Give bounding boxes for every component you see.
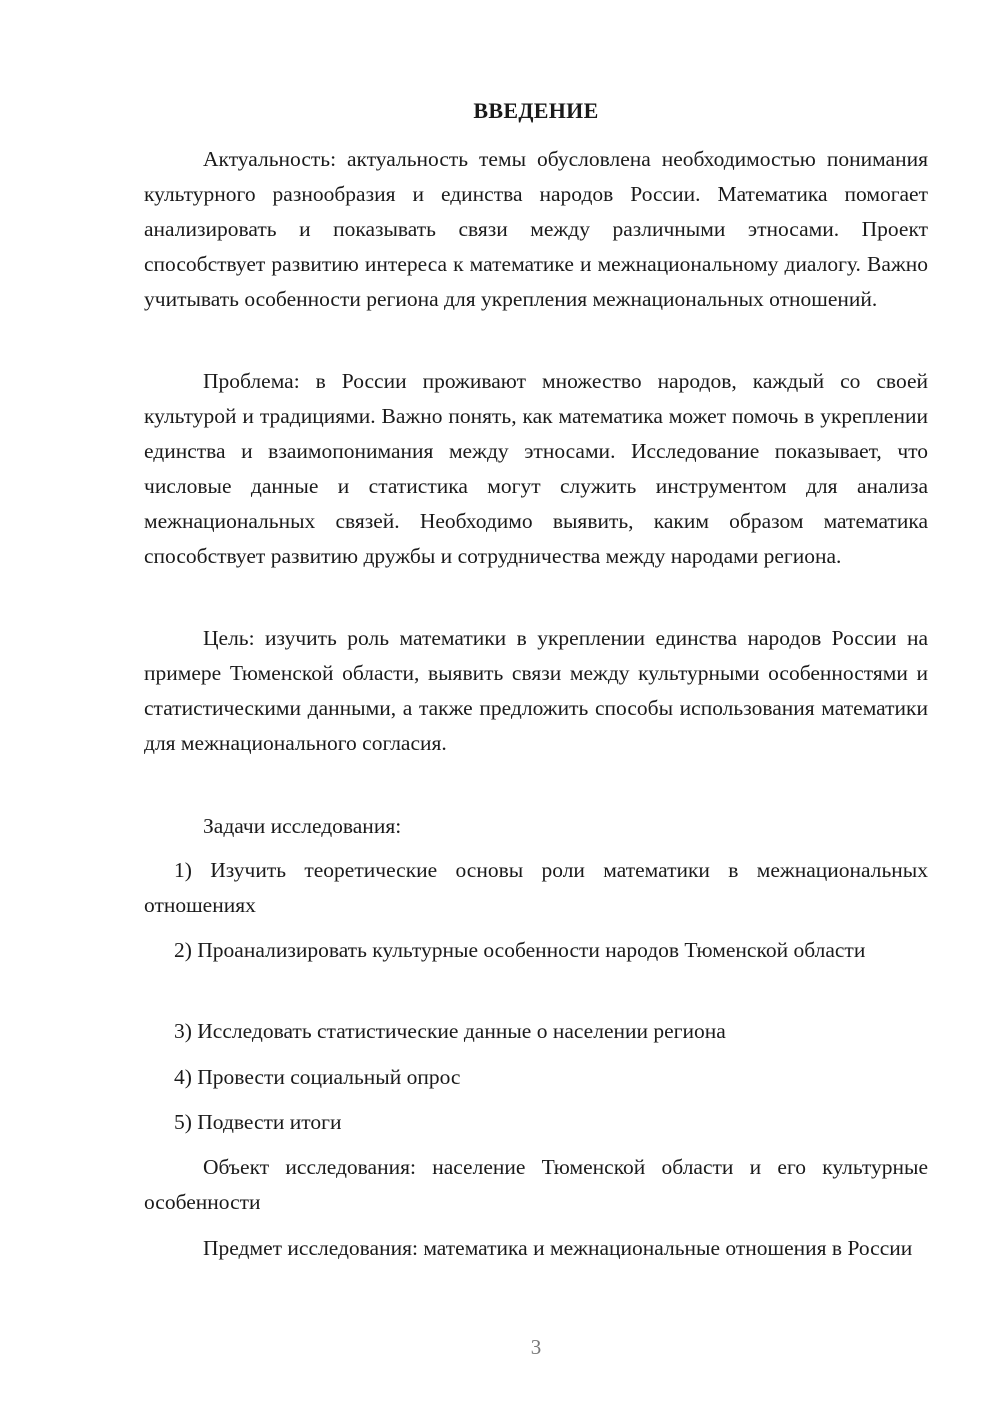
task-item-2: 2) Проанализировать культурные особенности народов Тюменской области [174,938,866,962]
task-item-1: 1) Изучить теоретические основы роли математики в межнациональных отношениях [144,858,928,917]
page-number: 3 [530,1335,542,1359]
task-item-3: 3) Исследовать статистические данные о населении региона [174,1019,726,1043]
paragraph-object: Объект исследования: население Тюменской области и его культурные особенности [144,1155,928,1214]
paragraph-subject: Предмет исследования: математика и межнациональные отношения в России [203,1236,913,1260]
paragraph-tasks-heading: Задачи исследования: [203,814,402,838]
paragraph-goal: Цель: изучить роль математики в укреплении единства народов России на примере Тюменской области, выявить связи между культурными особенностями и статистическими данными, а также предложить способы использования математики для межнационального согласия. [144,626,928,755]
paragraph-relevance: Актуальность: актуальность темы обусловлена необходимостью понимания культурного разнообразия и единства народов России. Математика помогает анализировать и показывать связи между различными этносами. Проект способствует развитию интереса к математике и межнациональному диалогу. Важно учитывать особенности региона для укрепления межнациональных отношений. [144,147,928,311]
paragraph-problem: Проблема: в России проживают множество народов, каждый со своей культурой и традициями. Важно понять, как математика может помочь в укреплении единства и взаимопонимания между этносами. Исследование показывает, что числовые данные и статистика могут служить инструментом для анализа межнациональных связей. Необходимо выявить, каким образом математика способствует развитию дружбы и сотрудничества между народами региона. [144,369,928,568]
page-title: ВВЕДЕНИЕ [473,98,599,123]
task-item-5: 5) Подвести итоги [174,1110,342,1134]
task-item-4: 4) Провести социальный опрос [174,1065,461,1089]
